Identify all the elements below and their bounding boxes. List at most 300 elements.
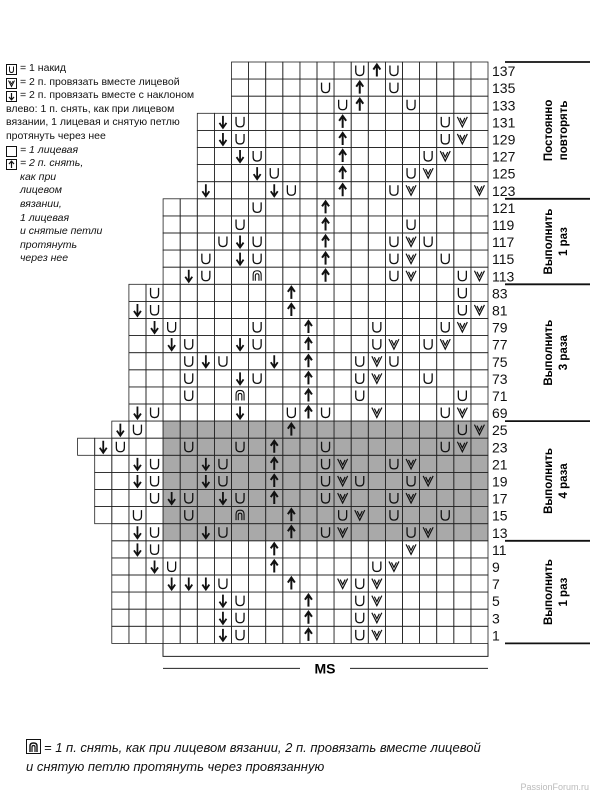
chart-cell <box>249 62 266 79</box>
chart-cell <box>420 370 437 387</box>
ssk-icon <box>202 578 209 590</box>
chart-cell <box>454 592 471 609</box>
row-number: 5 <box>492 593 500 610</box>
svg-text:Выполнить: Выполнить <box>543 448 555 514</box>
ssk-icon <box>168 338 175 350</box>
chart-cell <box>317 609 334 626</box>
k2tog-icon <box>474 305 484 315</box>
chart-cell <box>214 541 231 558</box>
chart-cell <box>317 353 334 370</box>
chart-cell <box>266 336 283 353</box>
chart-cell <box>249 130 266 147</box>
slip-k2tog-psso-icon <box>236 390 244 400</box>
chart-cell <box>385 284 402 301</box>
chart-cell <box>197 250 214 267</box>
chart-cell <box>317 370 334 387</box>
chart-cell <box>266 199 283 216</box>
chart-cell <box>283 165 300 182</box>
chart-cell <box>232 609 249 626</box>
svg-text:1 раз: 1 раз <box>558 227 570 256</box>
chart-cell <box>146 455 163 472</box>
chart-cell <box>334 404 351 421</box>
yarn-over-icon <box>458 305 466 315</box>
chart-cell <box>420 233 437 250</box>
chart-cell <box>180 199 197 216</box>
chart-cell <box>112 626 129 643</box>
chart-row <box>129 284 508 301</box>
chart-cell <box>249 370 266 387</box>
yarn-over-icon <box>236 613 244 623</box>
svg-text:Постоянно: Постоянно <box>543 99 555 162</box>
chart-cell <box>334 267 351 284</box>
k2tog-icon <box>372 630 382 640</box>
chart-cell <box>129 558 146 575</box>
chart-cell <box>454 626 471 643</box>
chart-cell <box>385 233 402 250</box>
row-number: 83 <box>492 285 508 302</box>
chart-cell <box>385 130 402 147</box>
chart-cell <box>334 609 351 626</box>
ssk-icon <box>202 355 209 367</box>
chart-row <box>129 387 508 404</box>
chart-cell <box>385 609 402 626</box>
chart-cell <box>249 592 266 609</box>
chart-cell <box>471 62 488 79</box>
chart-cell <box>317 626 334 643</box>
k2tog-icon <box>372 356 382 366</box>
chart-cell <box>403 319 420 336</box>
chart-cell <box>351 404 368 421</box>
chart-cell <box>163 199 180 216</box>
chart-cell <box>197 370 214 387</box>
chart-cell <box>403 62 420 79</box>
central-double-decrease-icon <box>305 321 312 333</box>
chart-cell <box>300 216 317 233</box>
chart-cell <box>317 165 334 182</box>
chart-cell <box>146 626 163 643</box>
yarn-over-icon <box>458 288 466 298</box>
k2tog-icon <box>372 596 382 606</box>
chart-cell <box>232 319 249 336</box>
chart-cell <box>232 165 249 182</box>
chart-cell <box>471 319 488 336</box>
chart-cell <box>266 370 283 387</box>
chart-cell <box>368 284 385 301</box>
chart-cell <box>146 421 163 438</box>
chart-cell <box>180 626 197 643</box>
chart-cell <box>317 592 334 609</box>
svg-text:4 раза: 4 раза <box>558 463 570 499</box>
chart-cell <box>351 148 368 165</box>
chart-cell <box>351 575 368 592</box>
chart-cell <box>129 438 146 455</box>
chart-row <box>112 541 507 558</box>
yarn-over-icon <box>151 305 159 315</box>
chart-cell <box>420 250 437 267</box>
chart-cell <box>232 96 249 113</box>
chart-cell <box>420 319 437 336</box>
chart-cell <box>351 353 368 370</box>
chart-cell <box>146 336 163 353</box>
chart-cell <box>437 182 454 199</box>
chart-cell <box>334 250 351 267</box>
chart-cell <box>266 79 283 96</box>
row-number: 1 <box>492 627 500 644</box>
chart-cell <box>437 370 454 387</box>
yarn-over-icon <box>373 322 381 332</box>
yarn-over-icon <box>116 442 124 452</box>
chart-cell <box>180 301 197 318</box>
chart-cell <box>385 626 402 643</box>
chart-cell <box>471 130 488 147</box>
chart-cell <box>420 216 437 233</box>
svg-text:Выполнить: Выполнить <box>543 319 555 386</box>
chart-cell <box>471 165 488 182</box>
legend-text: через нее <box>20 252 69 265</box>
chart-cell <box>129 370 146 387</box>
ssk-icon <box>271 355 278 367</box>
chart-cell <box>180 319 197 336</box>
chart-cell <box>420 96 437 113</box>
chart-cell <box>163 404 180 421</box>
chart-cell <box>197 301 214 318</box>
chart-cell <box>78 438 95 455</box>
chart-cell <box>437 319 454 336</box>
ssk-icon <box>237 338 244 350</box>
chart-cell <box>351 250 368 267</box>
chart-cell <box>317 558 334 575</box>
chart-cell <box>437 575 454 592</box>
chart-cell <box>197 319 214 336</box>
chart-cell <box>232 301 249 318</box>
chart-cell <box>214 353 231 370</box>
chart-cell <box>249 319 266 336</box>
chart-cell <box>471 370 488 387</box>
k2tog-icon <box>338 579 348 589</box>
chart-cell <box>368 233 385 250</box>
yarn-over-icon <box>185 356 193 366</box>
central-double-decrease-icon <box>271 543 278 555</box>
chart-cell <box>437 62 454 79</box>
chart-cell <box>249 96 266 113</box>
chart-row <box>112 575 500 592</box>
yarn-over-icon <box>253 339 261 349</box>
chart-cell <box>317 284 334 301</box>
chart-cell <box>471 558 488 575</box>
central-double-decrease-icon <box>305 372 312 384</box>
chart-cell <box>197 130 214 147</box>
chart-cell <box>351 165 368 182</box>
chart-row <box>197 113 515 130</box>
yarn-over-icon <box>168 561 176 571</box>
chart-cell <box>334 79 351 96</box>
chart-cell <box>266 284 283 301</box>
row-number: 115 <box>492 251 515 268</box>
chart-cell <box>368 387 385 404</box>
chart-cell <box>95 472 112 489</box>
chart-cell <box>317 319 334 336</box>
chart-cell <box>454 216 471 233</box>
chart-cell <box>283 62 300 79</box>
central-double-decrease-icon <box>288 287 295 299</box>
chart-cell <box>403 609 420 626</box>
central-double-decrease-icon <box>305 355 312 367</box>
yarn-over-icon <box>441 322 449 332</box>
chart-row <box>163 199 515 216</box>
chart-cell <box>283 130 300 147</box>
k2tog-icon <box>457 408 467 418</box>
chart-cell <box>420 79 437 96</box>
chart-cell <box>334 336 351 353</box>
central-double-decrease-icon <box>305 595 312 607</box>
chart-cell <box>471 387 488 404</box>
chart-cell <box>300 199 317 216</box>
chart-cell <box>129 387 146 404</box>
row-number: 17 <box>492 490 508 507</box>
chart-cell <box>283 233 300 250</box>
chart-cell <box>437 79 454 96</box>
chart-cell <box>334 353 351 370</box>
chart-cell <box>437 96 454 113</box>
chart-cell <box>214 182 231 199</box>
chart-cell <box>403 216 420 233</box>
chart-cell <box>368 267 385 284</box>
chart-cell <box>214 370 231 387</box>
chart-cell <box>180 609 197 626</box>
chart-cell <box>249 113 266 130</box>
k2tog-icon <box>406 271 416 281</box>
k2tog-icon <box>457 117 467 127</box>
chart-cell <box>249 626 266 643</box>
chart-cell <box>454 165 471 182</box>
chart-cell <box>163 284 180 301</box>
chart-cell <box>471 250 488 267</box>
chart-row <box>129 301 508 318</box>
row-number: 7 <box>492 576 500 593</box>
chart-cell <box>214 319 231 336</box>
chart-cell <box>454 541 471 558</box>
chart-cell <box>385 387 402 404</box>
chart-cell <box>214 250 231 267</box>
yarn-over-icon <box>219 356 227 366</box>
chart-cell <box>471 404 488 421</box>
chart-cell <box>368 541 385 558</box>
chart-cell <box>351 182 368 199</box>
chart-cell <box>266 626 283 643</box>
chart-cell <box>112 592 129 609</box>
row-number: 131 <box>492 114 516 131</box>
central-double-decrease-icon <box>339 150 346 162</box>
chart-cell <box>351 609 368 626</box>
chart-cell <box>214 558 231 575</box>
chart-cell <box>471 148 488 165</box>
central-double-decrease-icon <box>288 304 295 316</box>
chart-cell <box>385 541 402 558</box>
yarn-over-icon <box>236 134 244 144</box>
chart-cell <box>249 250 266 267</box>
chart-cell <box>385 216 402 233</box>
central-double-decrease-icon <box>288 578 295 590</box>
row-number: 9 <box>492 559 500 575</box>
chart-cell <box>334 541 351 558</box>
chart-cell <box>249 387 266 404</box>
chart-cell <box>283 541 300 558</box>
central-double-decrease-icon <box>339 133 346 145</box>
chart-cell <box>112 455 129 472</box>
chart-row <box>129 319 508 336</box>
chart-cell <box>214 404 231 421</box>
chart-cell <box>334 62 351 79</box>
k2tog-icon <box>389 561 399 571</box>
chart-cell <box>112 490 129 507</box>
chart-cell <box>454 575 471 592</box>
footer-line-1: = 1 п. снять, как при лицевом вязании, 2 п. провязать вместе лицевой <box>44 740 481 755</box>
k2tog-icon <box>372 613 382 623</box>
yarn-over-icon <box>356 630 364 640</box>
chart-cell <box>471 113 488 130</box>
chart-cell <box>249 267 266 284</box>
ms-bracket <box>163 643 488 676</box>
row-number: 75 <box>492 353 508 370</box>
chart-cell <box>351 626 368 643</box>
ssk-icon <box>237 253 244 265</box>
chart-cell <box>146 507 163 524</box>
yarn-over-icon <box>185 339 193 349</box>
chart-cell <box>300 250 317 267</box>
chart-cell <box>471 199 488 216</box>
chart-cell <box>454 148 471 165</box>
chart-cell <box>437 284 454 301</box>
chart-cell <box>437 250 454 267</box>
chart-cell <box>471 96 488 113</box>
chart-cell <box>180 541 197 558</box>
ssk-icon <box>237 236 244 248</box>
chart-cell <box>214 216 231 233</box>
chart-cell <box>214 387 231 404</box>
chart-cell <box>368 301 385 318</box>
chart-cell <box>317 336 334 353</box>
chart-row <box>197 182 515 199</box>
chart-cell <box>437 199 454 216</box>
chart-cell <box>437 387 454 404</box>
chart-cell <box>454 182 471 199</box>
chart-cell <box>351 216 368 233</box>
yarn-over-icon <box>424 339 432 349</box>
yarn-over-icon <box>219 579 227 589</box>
chart-cell <box>300 165 317 182</box>
chart-cell <box>403 301 420 318</box>
chart-cell <box>95 455 112 472</box>
k2tog-icon <box>372 579 382 589</box>
chart-cell <box>334 199 351 216</box>
chart-cell <box>300 182 317 199</box>
ssk-icon <box>134 304 141 316</box>
chart-cell <box>368 130 385 147</box>
chart-cell <box>163 353 180 370</box>
yarn-over-icon <box>390 66 398 76</box>
chart-cell <box>385 113 402 130</box>
ssk-icon <box>117 424 124 436</box>
chart-cell <box>232 284 249 301</box>
ssk-icon <box>151 321 158 333</box>
chart-cell <box>420 130 437 147</box>
chart-cell <box>420 575 437 592</box>
chart-cell <box>163 250 180 267</box>
chart-cell <box>283 353 300 370</box>
chart-cell <box>317 148 334 165</box>
chart-cell <box>317 301 334 318</box>
chart-cell <box>385 353 402 370</box>
yarn-over-icon <box>202 254 210 264</box>
yarn-over-icon <box>373 339 381 349</box>
row-number: 113 <box>492 268 515 285</box>
chart-cell <box>266 96 283 113</box>
chart-cell <box>300 301 317 318</box>
legend-text: 1 лицевая <box>20 211 70 224</box>
chart-cell <box>266 575 283 592</box>
legend-text: лицевом <box>20 184 62 197</box>
legend-text: вязании, 1 лицевая и снятую петлю <box>6 116 180 129</box>
chart-cell <box>334 233 351 250</box>
chart-row <box>232 62 516 79</box>
chart-cell <box>385 96 402 113</box>
row-number: 125 <box>492 165 516 182</box>
chart-cell <box>95 507 112 524</box>
chart-cell <box>437 609 454 626</box>
chart-cell <box>232 113 249 130</box>
chart-cell <box>180 404 197 421</box>
chart-cell <box>214 301 231 318</box>
central-double-decrease-icon <box>305 629 312 641</box>
chart-row <box>129 370 508 387</box>
chart-row <box>197 130 515 147</box>
chart-cell <box>471 233 488 250</box>
chart-cell <box>454 250 471 267</box>
chart-cell <box>300 233 317 250</box>
yarn-over-icon <box>253 373 261 383</box>
chart-cell <box>232 387 249 404</box>
yarn-over-icon <box>390 185 398 195</box>
chart-cell <box>180 353 197 370</box>
yarn-over-icon <box>458 271 466 281</box>
chart-cell <box>283 113 300 130</box>
yarn-over-icon <box>185 390 193 400</box>
yarn-over-icon <box>322 83 330 93</box>
chart-cell <box>317 79 334 96</box>
central-double-decrease-icon <box>322 218 329 230</box>
row-number: 19 <box>492 473 508 490</box>
chart-cell <box>300 96 317 113</box>
chart-cell <box>232 575 249 592</box>
chart-cell <box>197 284 214 301</box>
k2tog-icon <box>406 544 416 554</box>
chart-cell <box>146 353 163 370</box>
ssk-icon <box>134 407 141 419</box>
chart-cell <box>317 387 334 404</box>
legend-text: = 2 п. провязать вместе лицевой <box>20 75 180 88</box>
section-label <box>543 320 570 386</box>
chart-cell <box>351 319 368 336</box>
chart-cell <box>197 148 214 165</box>
chart-cell <box>112 507 129 524</box>
chart-cell <box>368 182 385 199</box>
yarn-over-icon <box>168 322 176 332</box>
ssk-icon <box>237 407 244 419</box>
chart-cell <box>266 165 283 182</box>
chart-cell <box>420 404 437 421</box>
chart-cell <box>232 267 249 284</box>
chart-cell <box>232 199 249 216</box>
